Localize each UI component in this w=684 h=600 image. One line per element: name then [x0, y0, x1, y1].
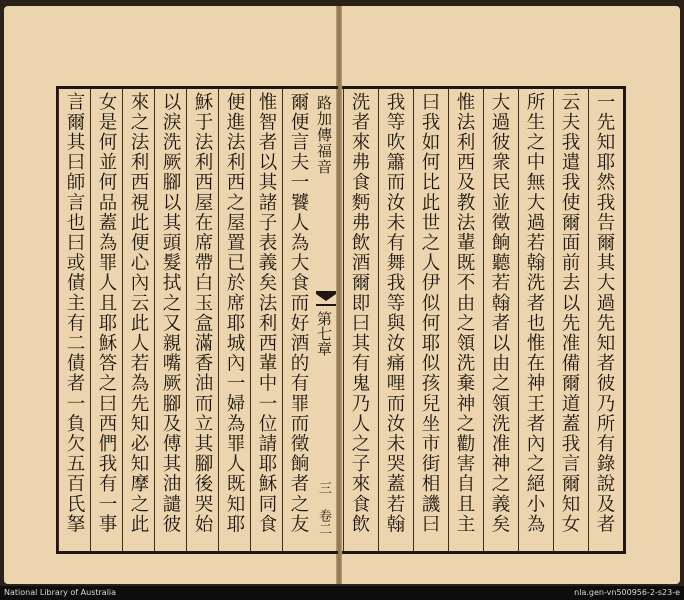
right-page-text-column: 曰我如何比此世之人伊似何耶似孩兒坐市街相譏曰 — [419, 92, 440, 535]
left-page-text-column: 爾便言夫一饕人為大食而好酒的有罪而徵餉者之友 — [288, 92, 309, 535]
column-rule — [58, 89, 59, 551]
left-page-text-column: 穌于法利西屋在席帶白玉盒滿香油而立其腳後哭始 — [192, 92, 213, 535]
column-rule — [588, 89, 589, 551]
column-rule — [218, 89, 219, 551]
column-rule — [413, 89, 414, 551]
column-rule — [122, 89, 123, 551]
center-banner — [314, 89, 338, 551]
column-rule — [378, 89, 379, 551]
left-page-text-column: 來之法利西視此便心內云此人若為先知必知摩之此 — [128, 92, 149, 535]
right-page-text-column: 一先知耶然我告爾其大過先知者彼乃所有錄說及者 — [594, 92, 615, 535]
left-page-text-column: 以淚洗厥腳以其頭髮拭之又親嘴厥腳及傅其油譴彼 — [160, 92, 181, 535]
volume-label: 卷二 — [316, 509, 331, 535]
column-rule — [483, 89, 484, 551]
column-rule — [448, 89, 449, 551]
column-rule — [90, 89, 91, 551]
right-page-text-column: 惟法利西及教法輩既不由之領洗棄神之勸害自且主 — [454, 92, 475, 535]
column-rule — [282, 89, 283, 551]
left-page-text-column: 便進法利西之屋置已於席耶城內一婦為罪人既知耶 — [224, 92, 245, 535]
right-page-text-column: 我等吹簫而汝未有舞我等與汝痛哩而汝未哭蓋若翰 — [384, 92, 405, 535]
folio-number: 三 — [316, 481, 331, 494]
left-page-text-column: 言爾其曰師言也曰或債主有二債者一負欠五百氏拏 — [64, 92, 85, 535]
column-rule — [186, 89, 187, 551]
column-rule — [154, 89, 155, 551]
right-page-text-column: 所生之中無大過若翰洗者也惟在神王者內之絕小為 — [524, 92, 545, 535]
right-page-text-column: 洗者來弗食麪弗飲酒爾即曰其有鬼乃人之子來食飲 — [349, 92, 370, 535]
column-rule — [553, 89, 554, 551]
footer-record-id: nla.gen-vn500956-2-s23-e — [574, 588, 680, 597]
fish-tail-ornament-icon — [316, 289, 336, 307]
column-rule — [518, 89, 519, 551]
left-page-text-column: 女是何並何品蓋為罪人且耶穌答之曰西們我有一事 — [96, 92, 117, 535]
book-title: 路加傳福音 — [315, 95, 333, 175]
chapter-heading: 第七章 — [315, 311, 333, 356]
right-page-text-column: 云夫我遣我使爾面前去以先准備爾道蓋我言爾知女 — [559, 92, 580, 535]
footer-library-name: National Library of Australia — [4, 588, 117, 597]
footer-bar — [0, 586, 684, 600]
column-rule — [250, 89, 251, 551]
right-page-text-column: 大過彼衆民並徵餉聽若翰者以由之領洗准神之義矣 — [489, 92, 510, 535]
column-rule — [343, 89, 344, 551]
left-page-text-column: 惟智者以其諸子表義矣法利西輩中一位請耶穌同食 — [256, 92, 277, 535]
